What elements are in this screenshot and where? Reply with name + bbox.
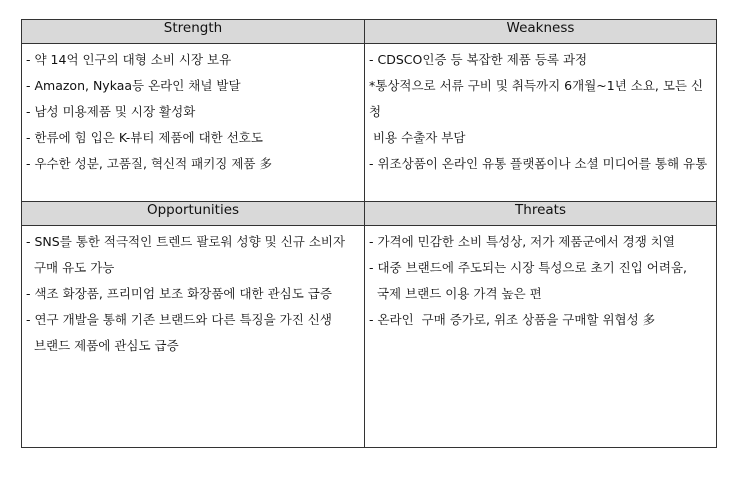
opportunities-item: - 색조 화장품, 프리미엄 보조 화장품에 대한 관심도 급증 bbox=[26, 286, 332, 301]
swot-table bbox=[21, 19, 717, 448]
strength-header: Strength bbox=[22, 20, 365, 44]
weakness-item: 비용 수출자 부담 bbox=[369, 130, 466, 145]
weakness-item: *통상적으로 서류 구비 및 취득까지 6개월~1년 소요, 모든 신청 bbox=[369, 78, 704, 119]
weakness-item: - 위조상품이 온라인 유통 플랫폼이나 소셜 미디어를 통해 유통 bbox=[369, 156, 708, 171]
strength-cell bbox=[22, 44, 365, 202]
strength-item: - Amazon, Nykaa등 온라인 채널 발달 bbox=[26, 78, 241, 93]
opportunities-item: - SNS를 통한 적극적인 트렌드 팔로워 성향 및 신규 소비자 bbox=[26, 234, 346, 249]
strength-item: - 한류에 힘 입은 K-뷰티 제품에 대한 선호도 bbox=[26, 130, 263, 145]
threats-cell bbox=[365, 226, 717, 448]
strength-item: - 약 14억 인구의 대형 소비 시장 보유 bbox=[26, 52, 232, 67]
strength-item: - 남성 미용제품 및 시장 활성화 bbox=[26, 104, 196, 119]
opportunities-cell bbox=[22, 226, 365, 448]
opportunities-item: 브랜드 제품에 관심도 급증 bbox=[26, 338, 179, 353]
threats-item: - 온라인 구매 증가로, 위조 상품을 구매할 위협성 多 bbox=[369, 312, 656, 327]
opportunities-header: Opportunities bbox=[22, 202, 365, 226]
threats-item: - 가격에 민감한 소비 특성상, 저가 제품군에서 경쟁 치열 bbox=[369, 234, 675, 249]
strength-item: - 우수한 성분, 고품질, 혁신적 패키징 제품 多 bbox=[26, 156, 272, 171]
threats-header: Threats bbox=[365, 202, 717, 226]
weakness-header: Weakness bbox=[365, 20, 717, 44]
threats-item: 국제 브랜드 이용 가격 높은 편 bbox=[369, 286, 542, 301]
weakness-cell bbox=[365, 44, 717, 202]
opportunities-item: - 연구 개발을 통해 기존 브랜드와 다른 특징을 가진 신생 bbox=[26, 312, 332, 327]
opportunities-item: 구매 유도 가능 bbox=[26, 260, 115, 275]
threats-item: - 대중 브랜드에 주도되는 시장 특성으로 초기 진입 어려움, bbox=[369, 260, 687, 275]
weakness-item: - CDSCO인증 등 복잡한 제품 등록 과정 bbox=[369, 52, 588, 67]
